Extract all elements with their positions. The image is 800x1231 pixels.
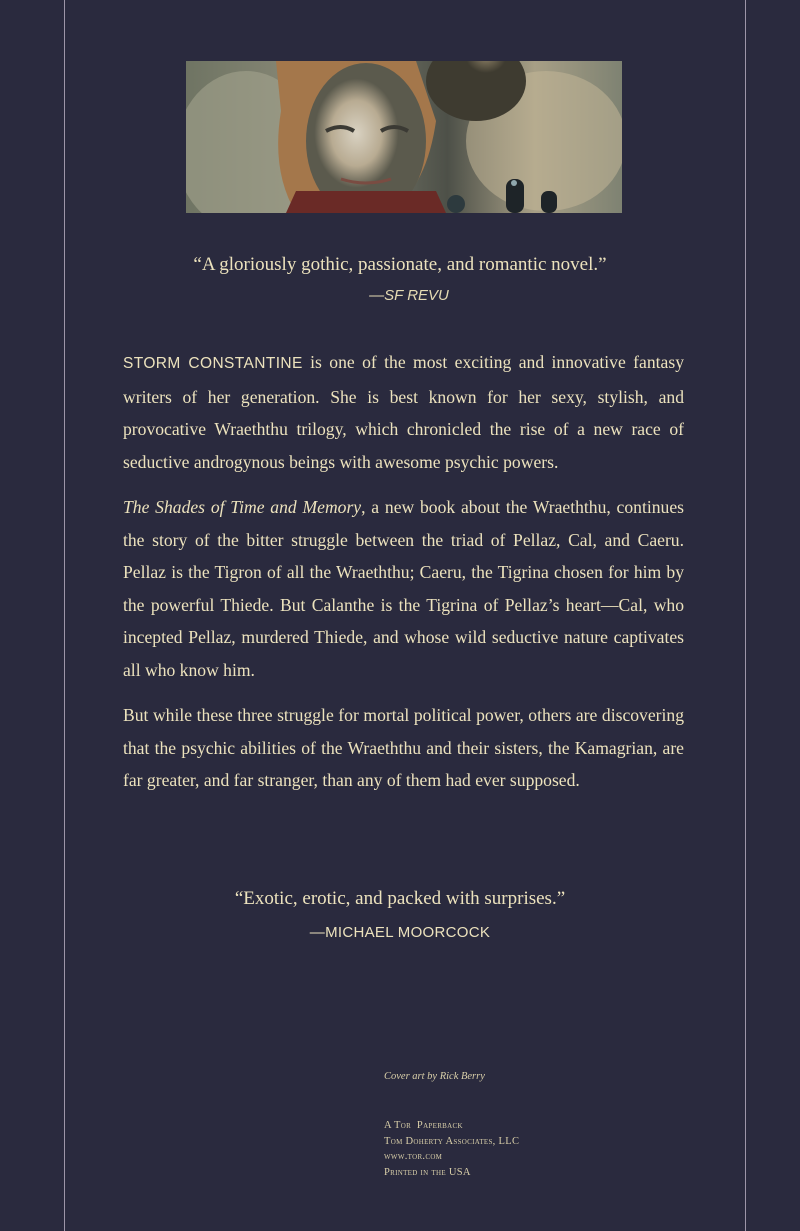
left-border-rule (64, 0, 65, 1231)
publisher-line-company: Tom Doherty Associates, LLC (384, 1135, 520, 1147)
top-review-attribution-text: —SF REVU (369, 287, 449, 304)
paragraph-book (123, 491, 684, 686)
description-body (123, 346, 684, 810)
book-title: The Shades of Time and Memory (123, 497, 362, 517)
right-border-rule (745, 0, 746, 1231)
paragraph-author-text: is one of the most exciting and innovative fantasy writers of her generation. She is best known for her sexy, stylish, and provocative Wraeththu trilogy, which chronicled the rise of a new race of seductive androgynous beings with awesome psychic powers. (123, 352, 684, 472)
cover-art-image (186, 61, 622, 213)
bottom-review-quote: “Exotic, erotic, and packed with surprises.” (234, 888, 566, 909)
paragraph-author (123, 346, 684, 478)
paragraph-summary: But while these three struggle for mortal political power, others are discovering that the psychic abilities of the Wraeththu and their sisters, the Kamagrian, are far greater, and far stranger, than any of them had ever supposed. (123, 705, 684, 790)
publisher-info (384, 1118, 519, 1180)
publisher-line-printed: Printed in the USA (384, 1166, 471, 1178)
top-review-quote: “A gloriously gothic, passionate, and romantic novel.” (193, 254, 607, 275)
bottom-review-attribution: —MICHAEL MOORCOCK (309, 924, 491, 941)
author-name: STORM CONSTANTINE (123, 355, 303, 372)
top-review-attribution (0, 287, 800, 304)
cover-art-credit: Cover art by Rick Berry (384, 1071, 485, 1082)
publisher-line-imprint: A Tor Paperback (384, 1120, 463, 1131)
paragraph-book-text: , a new book about the Wraeththu, continues the story of the bitter struggle between the triad of Pellaz, Cal, and Caeru. Pellaz is the Tigron of all the Wraeththu; Caeru, the Tigrina chosen for him by the powerful Thiede. But Calanthe is the Tigrina of Pellaz’s heart—Cal, who incepted Pellaz, murdered Thiede, and whose wild seductive nature captivates all who know him. (123, 497, 684, 680)
publisher-line-website: www.tor.com (384, 1151, 443, 1162)
